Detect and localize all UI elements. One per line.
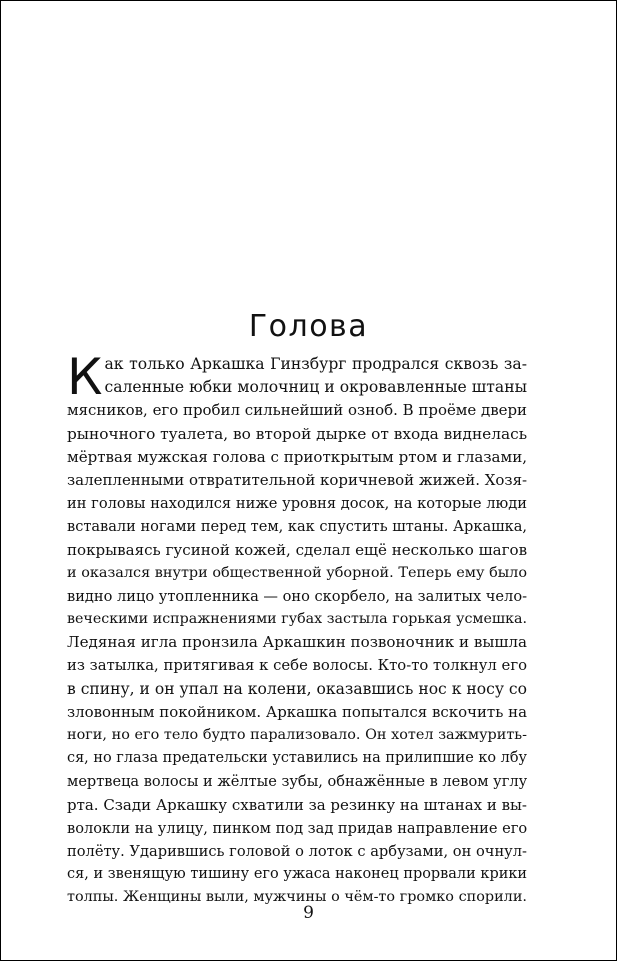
text-line: саленные юбки молочниц и окровавленные штаны — [104, 378, 527, 397]
text-line: из затылка, притягивая к себе волосы. Кто-то толкнул его — [67, 657, 527, 675]
text-line: мёртвая мужская голова с приоткрытым ртом и глазами, — [67, 447, 527, 466]
text-line: ноги, но его тело будто парализовало. Он хотел зажмурить- — [67, 727, 527, 744]
paragraph-lines — [67, 399, 527, 909]
text-line: рыночного туалета, во второй дырке от входа виднелась — [67, 424, 528, 443]
page-number: 9 — [303, 903, 314, 923]
text-line: толпы. Женщины выли, мужчины о чём-то громко спорили. — [67, 889, 527, 906]
text-line: Ледяная игла пронзила Аркашкин позвоночник и вышла — [67, 633, 527, 652]
text-line: волокли на улицу, пинком под зад придав направление его — [67, 819, 528, 837]
text-line: ся, и звенящую тишину его ужаса наконец прорвали крики — [67, 866, 527, 883]
text-line: в спину, и он упал на колени, оказавшись нос к носу со — [67, 679, 527, 698]
drop-cap-block — [67, 348, 527, 406]
text-line: покрываясь гусиной кожей, сделал ещё несколько шагов — [67, 540, 528, 559]
drop-cap-lines — [105, 353, 528, 399]
text-line: мертвеца волосы и жёлтые зубы, обнажённые в левом углу — [67, 773, 528, 791]
text-line: и оказался внутри общественной уборной. Теперь ему было — [67, 564, 527, 581]
text-line: видно лицо утопленника — оно скорбело, на залитых чело- — [67, 587, 528, 605]
text-line: зловонным покойником. Аркашка попытался вскочить на — [67, 702, 527, 721]
text-line: мясников, его пробил сильнейший озноб. В проёме двери — [67, 401, 527, 420]
chapter-body — [67, 348, 528, 910]
text-line: залепленными отвратительной коричневой жижей. Хозя- — [67, 470, 528, 489]
chapter-title: Голова — [248, 309, 369, 344]
text-line: ак только Аркашка Гинзбург продрался сквозь за- — [104, 355, 527, 373]
text-line: полёту. Ударившись головой о лоток с арбузами, он очнул- — [67, 842, 527, 860]
text-line: ся, но глаза предательски уставились на прилипшие ко лбу — [67, 750, 527, 767]
text-line: вставали ногами перед тем, как спустить штаны. Аркашка, — [67, 518, 528, 536]
drop-cap: К — [67, 348, 103, 406]
text-line: ин головы находился ниже уровня досок, на которые люди — [67, 495, 527, 513]
text-line: веческими испражнениями губах застыла горькая усмешка. — [67, 611, 527, 628]
text-line: рта. Сзади Аркашку схватили за резинку на штанах и вы- — [67, 795, 527, 814]
